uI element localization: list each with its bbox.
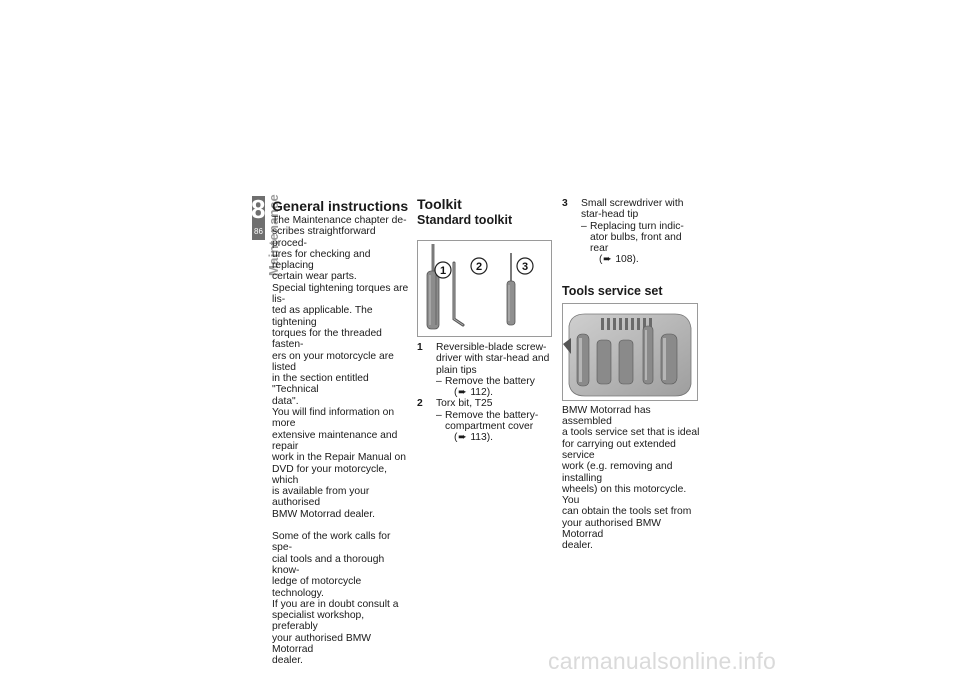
paragraph: Some of the work calls for spe- cial tools and a thorough know- ledge of motorcycle technology. If you are in doubt consult a specialist workshop, preferably your authorised BMW Motorrad dealer. — [272, 531, 399, 667]
section-heading: General instructions — [272, 198, 409, 214]
page-reference: (➨ 113). — [454, 432, 494, 444]
callout-1 — [435, 262, 451, 278]
torx-key-icon — [454, 263, 463, 325]
item-text: Small screwdriver with star-head tip — [581, 198, 684, 221]
step-text: Replacing turn indic- ator bulbs, front and rear — [590, 220, 684, 255]
toolkit-illustration — [418, 241, 551, 336]
callout-3 — [517, 258, 533, 274]
small-screwdriver-icon — [507, 253, 515, 325]
item-number: 3 — [562, 198, 568, 209]
callout-label: 1 — [439, 265, 447, 277]
chapter-title: Maintenance — [266, 193, 281, 276]
chapter-number: 8 — [251, 194, 266, 224]
item-step — [436, 376, 555, 399]
item-number: 2 — [417, 398, 423, 410]
section-heading: Tools service set — [562, 283, 663, 298]
dash-icon: – — [581, 220, 587, 232]
dash-icon: – — [436, 409, 442, 421]
standard-toolkit-figure — [417, 240, 552, 337]
page-reference: (➨ 112). — [454, 387, 494, 399]
item-step — [436, 410, 555, 444]
toolkit-item-1 — [417, 342, 555, 398]
item-step — [581, 221, 702, 266]
page-reference: (➨ 108). — [599, 254, 639, 266]
page-reference-arrow-icon: ➨ — [603, 254, 612, 266]
paragraph: Special tightening torques are lis- ted as applicable. The tightening torques for the threaded fasten- ers on your motorcycle are listed in the section entitled "Technical data". — [272, 282, 409, 407]
tools-service-set-illustration — [563, 304, 697, 400]
paragraph: You will find information on more extensive maintenance and repair work in the Repair Manual on DVD for your motorcycle, which is available from your authorised BMW Motorrad dealer. — [272, 407, 406, 520]
paragraph: BMW Motorrad has assembled a tools service set that is ideal for carrying out extended service work (e.g. removing and installing wheels) on this motorcycle. You can obtain the tools set from your authorised BMW Motorrad dealer. — [562, 404, 700, 552]
paragraph: The Maintenance chapter de- scribes straightforward proced- ures for checking and replacing certain wear parts. — [272, 215, 407, 283]
toolkit-item-3 — [562, 198, 702, 266]
general-instructions-section — [272, 198, 412, 667]
callout-label: 2 — [475, 261, 483, 273]
step-text: Remove the battery — [445, 375, 535, 387]
section-heading: Toolkit — [417, 196, 462, 212]
callout-2 — [471, 258, 487, 274]
reversible-screwdriver-icon — [427, 244, 439, 329]
dash-icon: – — [436, 375, 442, 387]
toolkit-section — [417, 196, 555, 444]
page-number: 86 — [254, 227, 263, 236]
item-text: Torx bit, T25 — [436, 398, 493, 410]
watermark: carmanualsonline.info — [548, 648, 776, 674]
item-text: Reversible-blade screw- driver with star-head and plain tips — [436, 342, 550, 376]
right-column — [562, 198, 702, 552]
tools-service-set-figure — [562, 303, 698, 401]
step-text: Remove the battery- compartment cover — [445, 409, 539, 433]
item-number: 1 — [417, 342, 423, 353]
callout-label: 3 — [521, 261, 529, 273]
subsection-heading: Standard toolkit — [417, 213, 513, 227]
page-reference-arrow-icon: ➨ — [458, 387, 467, 399]
page-reference-arrow-icon: ➨ — [458, 432, 467, 444]
toolkit-item-2 — [417, 398, 555, 443]
